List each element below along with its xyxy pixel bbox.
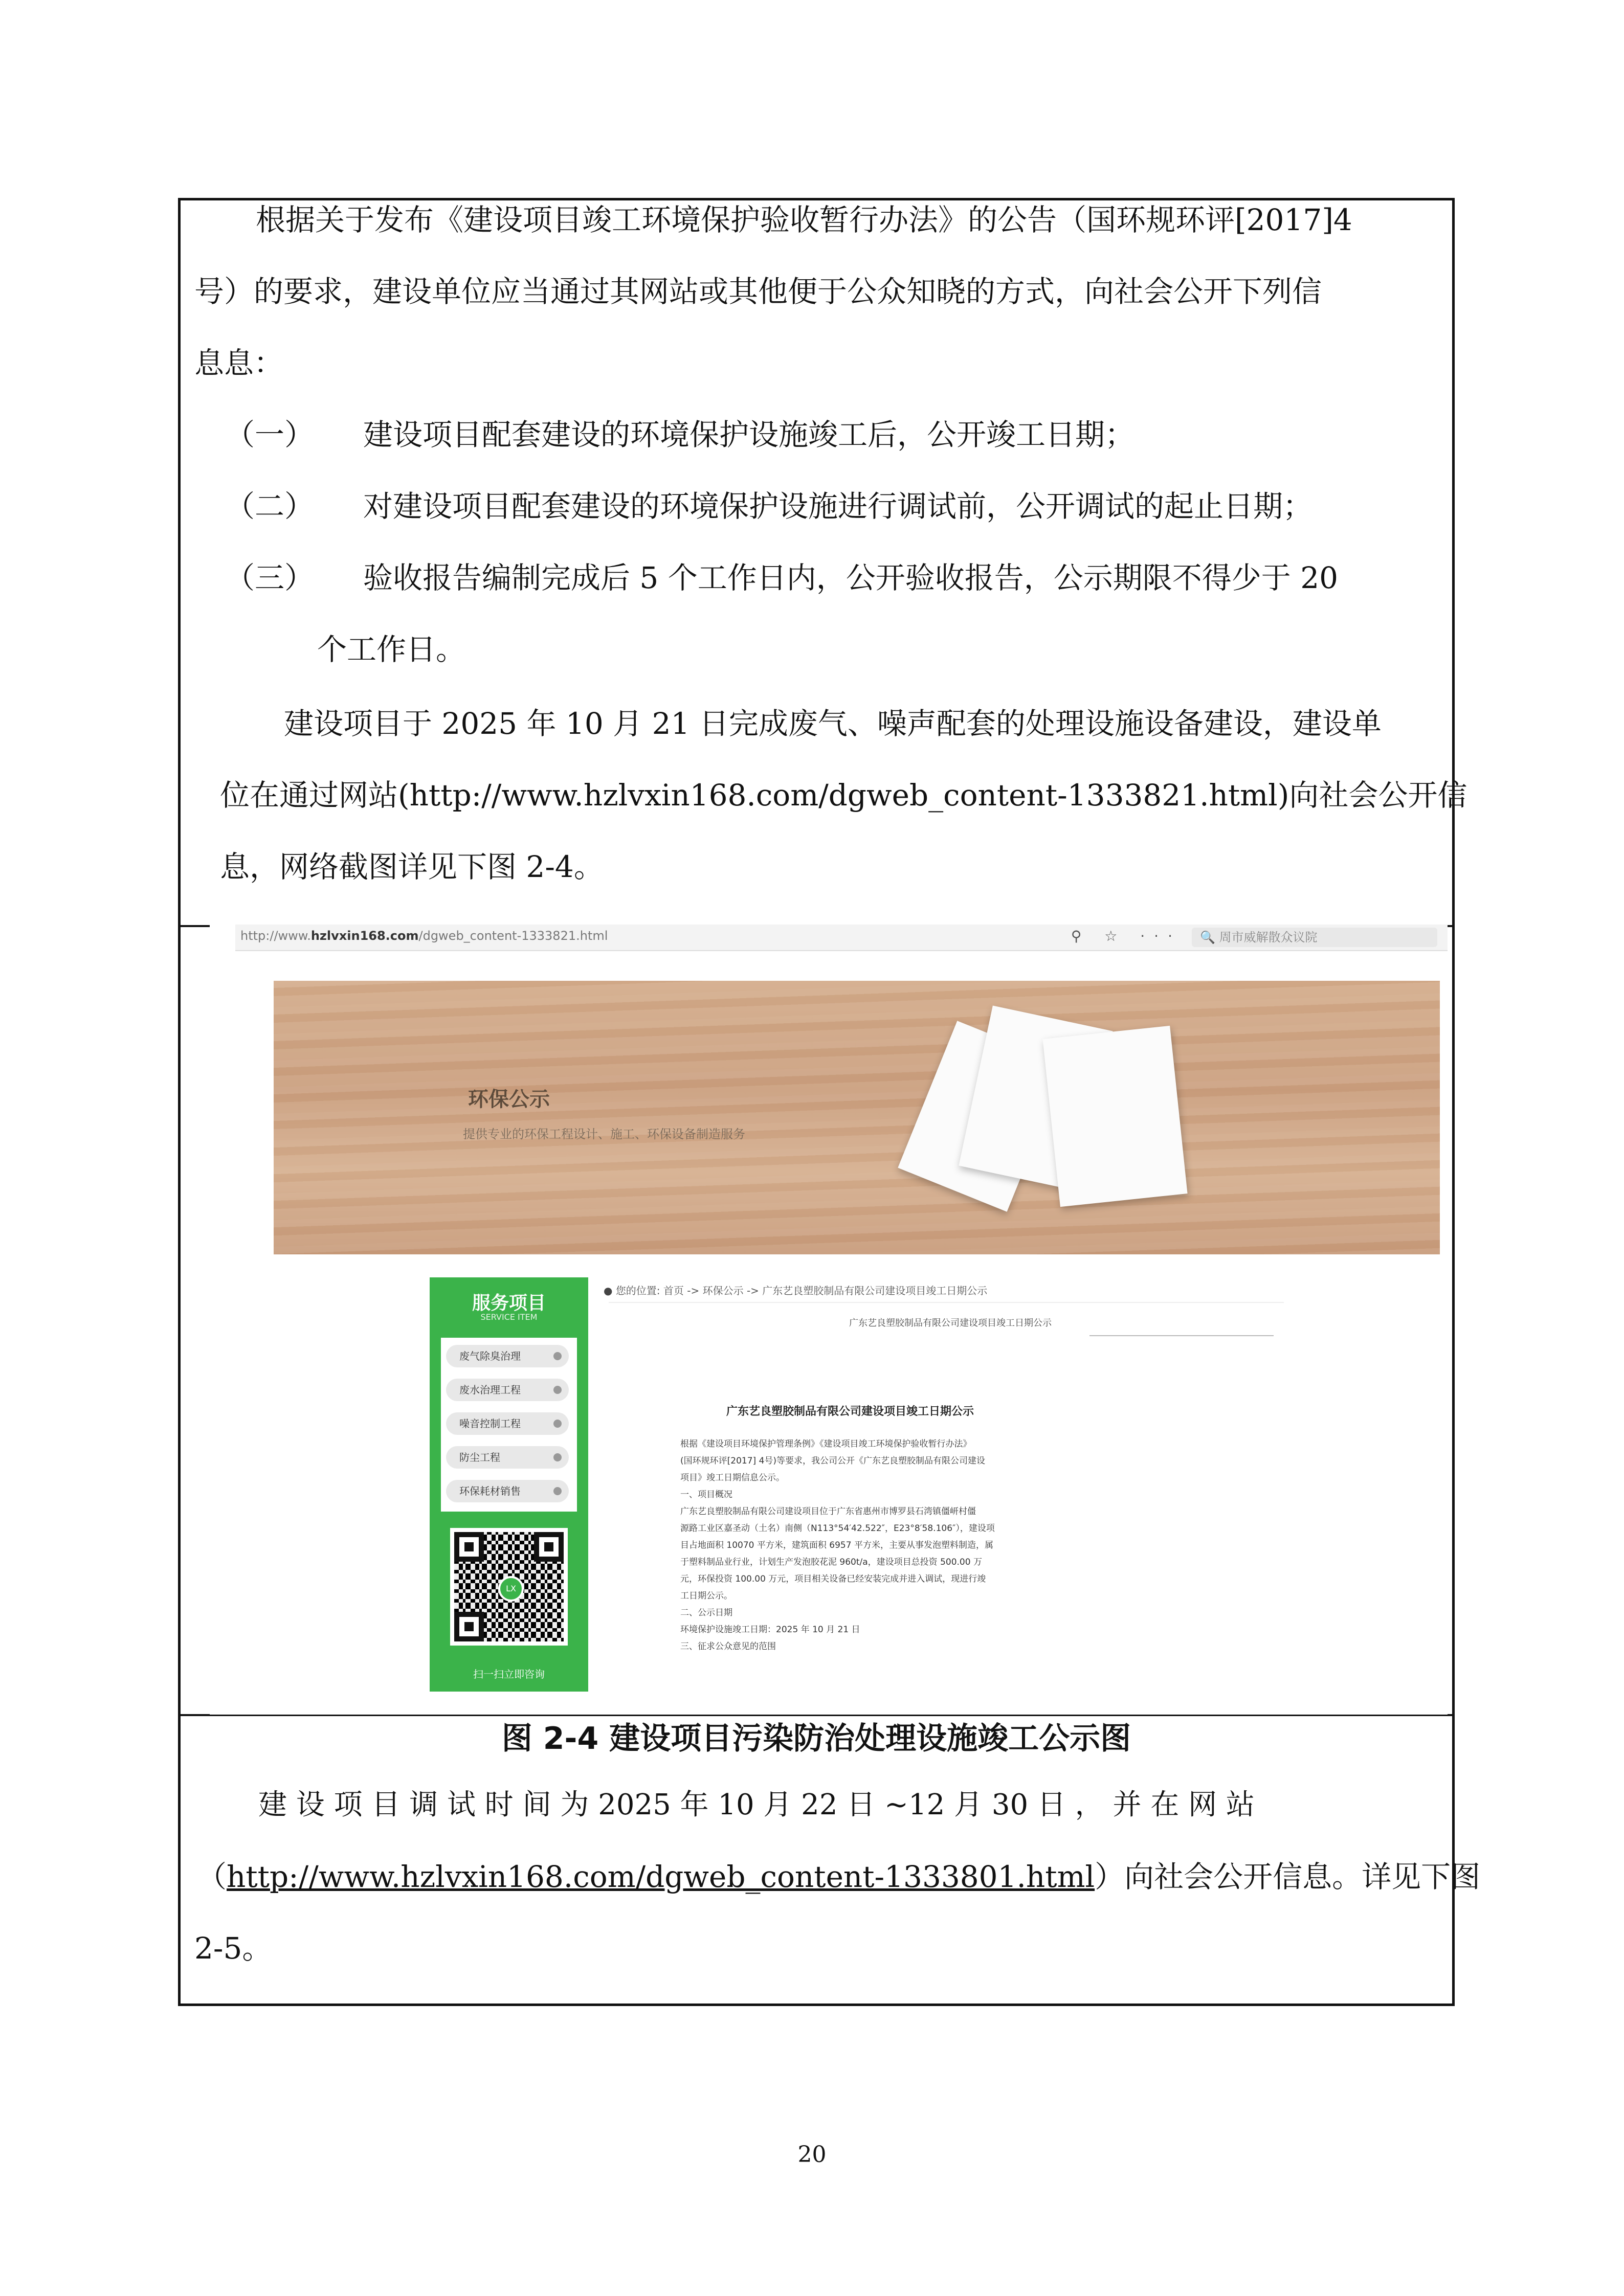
qr-eye bbox=[454, 1532, 484, 1562]
sidebar-title: 服务项目 bbox=[472, 1293, 546, 1314]
item1-number: （一） bbox=[225, 417, 315, 452]
qr-logo-icon: LX bbox=[498, 1576, 524, 1602]
arrow-icon bbox=[553, 1352, 562, 1360]
article-line: 于塑料制品业行业，计划生产发泡胶花泥 960t/a，建设项目总投资 500.00 万 bbox=[680, 1557, 982, 1567]
breadcrumb-divider bbox=[609, 1302, 1284, 1303]
para1-line1: 根据关于发布《建设项目竣工环境保护验收暂行办法》的公告（国环规环评[2017]4 bbox=[256, 202, 1352, 237]
page-number: 20 bbox=[797, 2142, 827, 2168]
para2-line2: 位在通过网站(http://www.hzlvxin168.com/dgweb_content-1333821.html)向社会公开信 bbox=[220, 778, 1467, 813]
browser-address-bar[interactable] bbox=[235, 925, 1448, 951]
article-line: 环境保护设施竣工日期：2025 年 10 月 21 日 bbox=[680, 1625, 860, 1635]
para3-line1: 建 设 项 目 调 试 时 间 为 2025 年 10 月 22 日 ~12 月 30 日 ， 并 在 网 站 bbox=[258, 1788, 1255, 1821]
website-screenshot bbox=[210, 925, 1448, 1715]
article-line: (国环规环评[2017] 4号)等要求，我公司公开《广东艺良塑胶制品有限公司建设 bbox=[680, 1456, 986, 1466]
article-line: 目占地面积 10070 平方米，建筑面积 6957 平方米，主要从事发泡塑料制造，属 bbox=[680, 1540, 993, 1550]
item2-number: （二） bbox=[225, 489, 315, 524]
item3-text: 验收报告编制完成后 5 个工作日内，公开验收报告，公示期限不得少于 20 bbox=[363, 560, 1339, 595]
address-url[interactable]: http://www.hzlvxin168.com/dgweb_content-1333821.html bbox=[240, 929, 608, 943]
item2-text: 对建设项目配套建设的环境保护设施进行调试前，公开调试的起止日期； bbox=[363, 489, 1313, 524]
item3-number: （三） bbox=[225, 560, 315, 595]
service-item[interactable]: 环保耗材销售 bbox=[446, 1480, 569, 1502]
article-line: 广东艺良塑胶制品有限公司建设项目位于广东省惠州市博罗县石湾镇僵岍村僵 bbox=[680, 1506, 976, 1517]
browser-toolbar-icons[interactable]: ⚲ ☆ ··· bbox=[1071, 928, 1182, 944]
wood-banner bbox=[274, 981, 1440, 1254]
website-link[interactable]: http://www.hzlvxin168.com/dgweb_content-1333801.html bbox=[227, 1859, 1095, 1894]
article-line: 项目》竣工日期信息公示。 bbox=[680, 1473, 785, 1483]
item1-text: 建设项目配套建设的环境保护设施竣工后，公开竣工日期； bbox=[363, 417, 1135, 452]
item3-continuation: 个工作日。 bbox=[317, 632, 466, 667]
banner-subtitle: 提供专业的环保工程设计、施工、环保设备制造服务 bbox=[463, 1127, 745, 1141]
article-line: 一、项目概况 bbox=[680, 1490, 732, 1500]
banner-title: 环保公示 bbox=[468, 1088, 550, 1111]
arrow-icon bbox=[553, 1487, 562, 1495]
breadcrumb[interactable]: ● 您的位置: 首页 -> 环保公示 -> 广东艺良塑胶制品有限公司建设项目竣工日期公示 bbox=[604, 1285, 988, 1297]
para2-line1: 建设项目于 2025 年 10 月 21 日完成废气、噪声配套的处理设施设备建设，建设单 bbox=[284, 706, 1382, 741]
para2-line3: 息，网络截图详见下图 2-4。 bbox=[220, 849, 604, 884]
article-line: 根据《建设项目环境保护管理条例》《建设项目竣工环境保护验收暂行办法》 bbox=[680, 1439, 972, 1449]
arrow-icon bbox=[553, 1420, 562, 1428]
service-item[interactable]: 废水治理工程 bbox=[446, 1379, 569, 1401]
service-sidebar bbox=[430, 1277, 588, 1692]
sidebar-footer: 扫一扫立即咨询 bbox=[473, 1668, 545, 1680]
para1-line2: 号）的要求，建设单位应当通过其网站或其他便于公众知晓的方式，向社会公开下列信 bbox=[194, 274, 1322, 309]
paper-image bbox=[1042, 1026, 1187, 1207]
article-header-title: 广东艺良塑胶制品有限公司建设项目竣工日期公示 bbox=[849, 1318, 1052, 1329]
qr-code bbox=[450, 1528, 568, 1646]
article-body bbox=[680, 1436, 1049, 1655]
para3-line2: （http://www.hzlvxin168.com/dgweb_content-1333801.html）向社会公开信息。详见下图 bbox=[197, 1859, 1481, 1894]
article-header-rule bbox=[1089, 1335, 1274, 1336]
service-item[interactable]: 防尘工程 bbox=[446, 1446, 569, 1469]
para3-line3: 2-5。 bbox=[194, 1931, 272, 1966]
article-line: 二、公示日期 bbox=[680, 1608, 732, 1618]
browser-search-box[interactable]: 🔍 周市威解散众议院 bbox=[1192, 928, 1437, 947]
article-line: 三、征求公众意见的范围 bbox=[680, 1641, 776, 1652]
figure-caption: 图 2-4 建设项目污染防治处理设施竣工公示图 bbox=[501, 1721, 1131, 1757]
arrow-icon bbox=[553, 1453, 562, 1461]
article-line: 工日期公示。 bbox=[680, 1591, 732, 1601]
service-item[interactable]: 噪音控制工程 bbox=[446, 1412, 569, 1435]
service-item[interactable]: 废气除臭治理 bbox=[446, 1345, 569, 1367]
qr-eye bbox=[454, 1612, 484, 1641]
article-line: 元，环保投资 100.00 万元，项目相关设备已经安装完成并进入调试，现进行竣 bbox=[680, 1574, 986, 1584]
article-title: 广东艺良塑胶制品有限公司建设项目竣工日期公示 bbox=[726, 1405, 974, 1418]
service-list bbox=[441, 1338, 577, 1512]
article-line: 源路工业区嘉圣动（土名）南侧（N113°54′42.522″，E23°8′58.106″），建设项 bbox=[680, 1523, 995, 1534]
sidebar-subtitle: SERVICE ITEM bbox=[480, 1312, 538, 1322]
location-pin-icon: ● bbox=[604, 1285, 616, 1297]
arrow-icon bbox=[553, 1386, 562, 1394]
qr-eye bbox=[534, 1532, 564, 1562]
para1-line3: 息息： bbox=[194, 346, 284, 380]
